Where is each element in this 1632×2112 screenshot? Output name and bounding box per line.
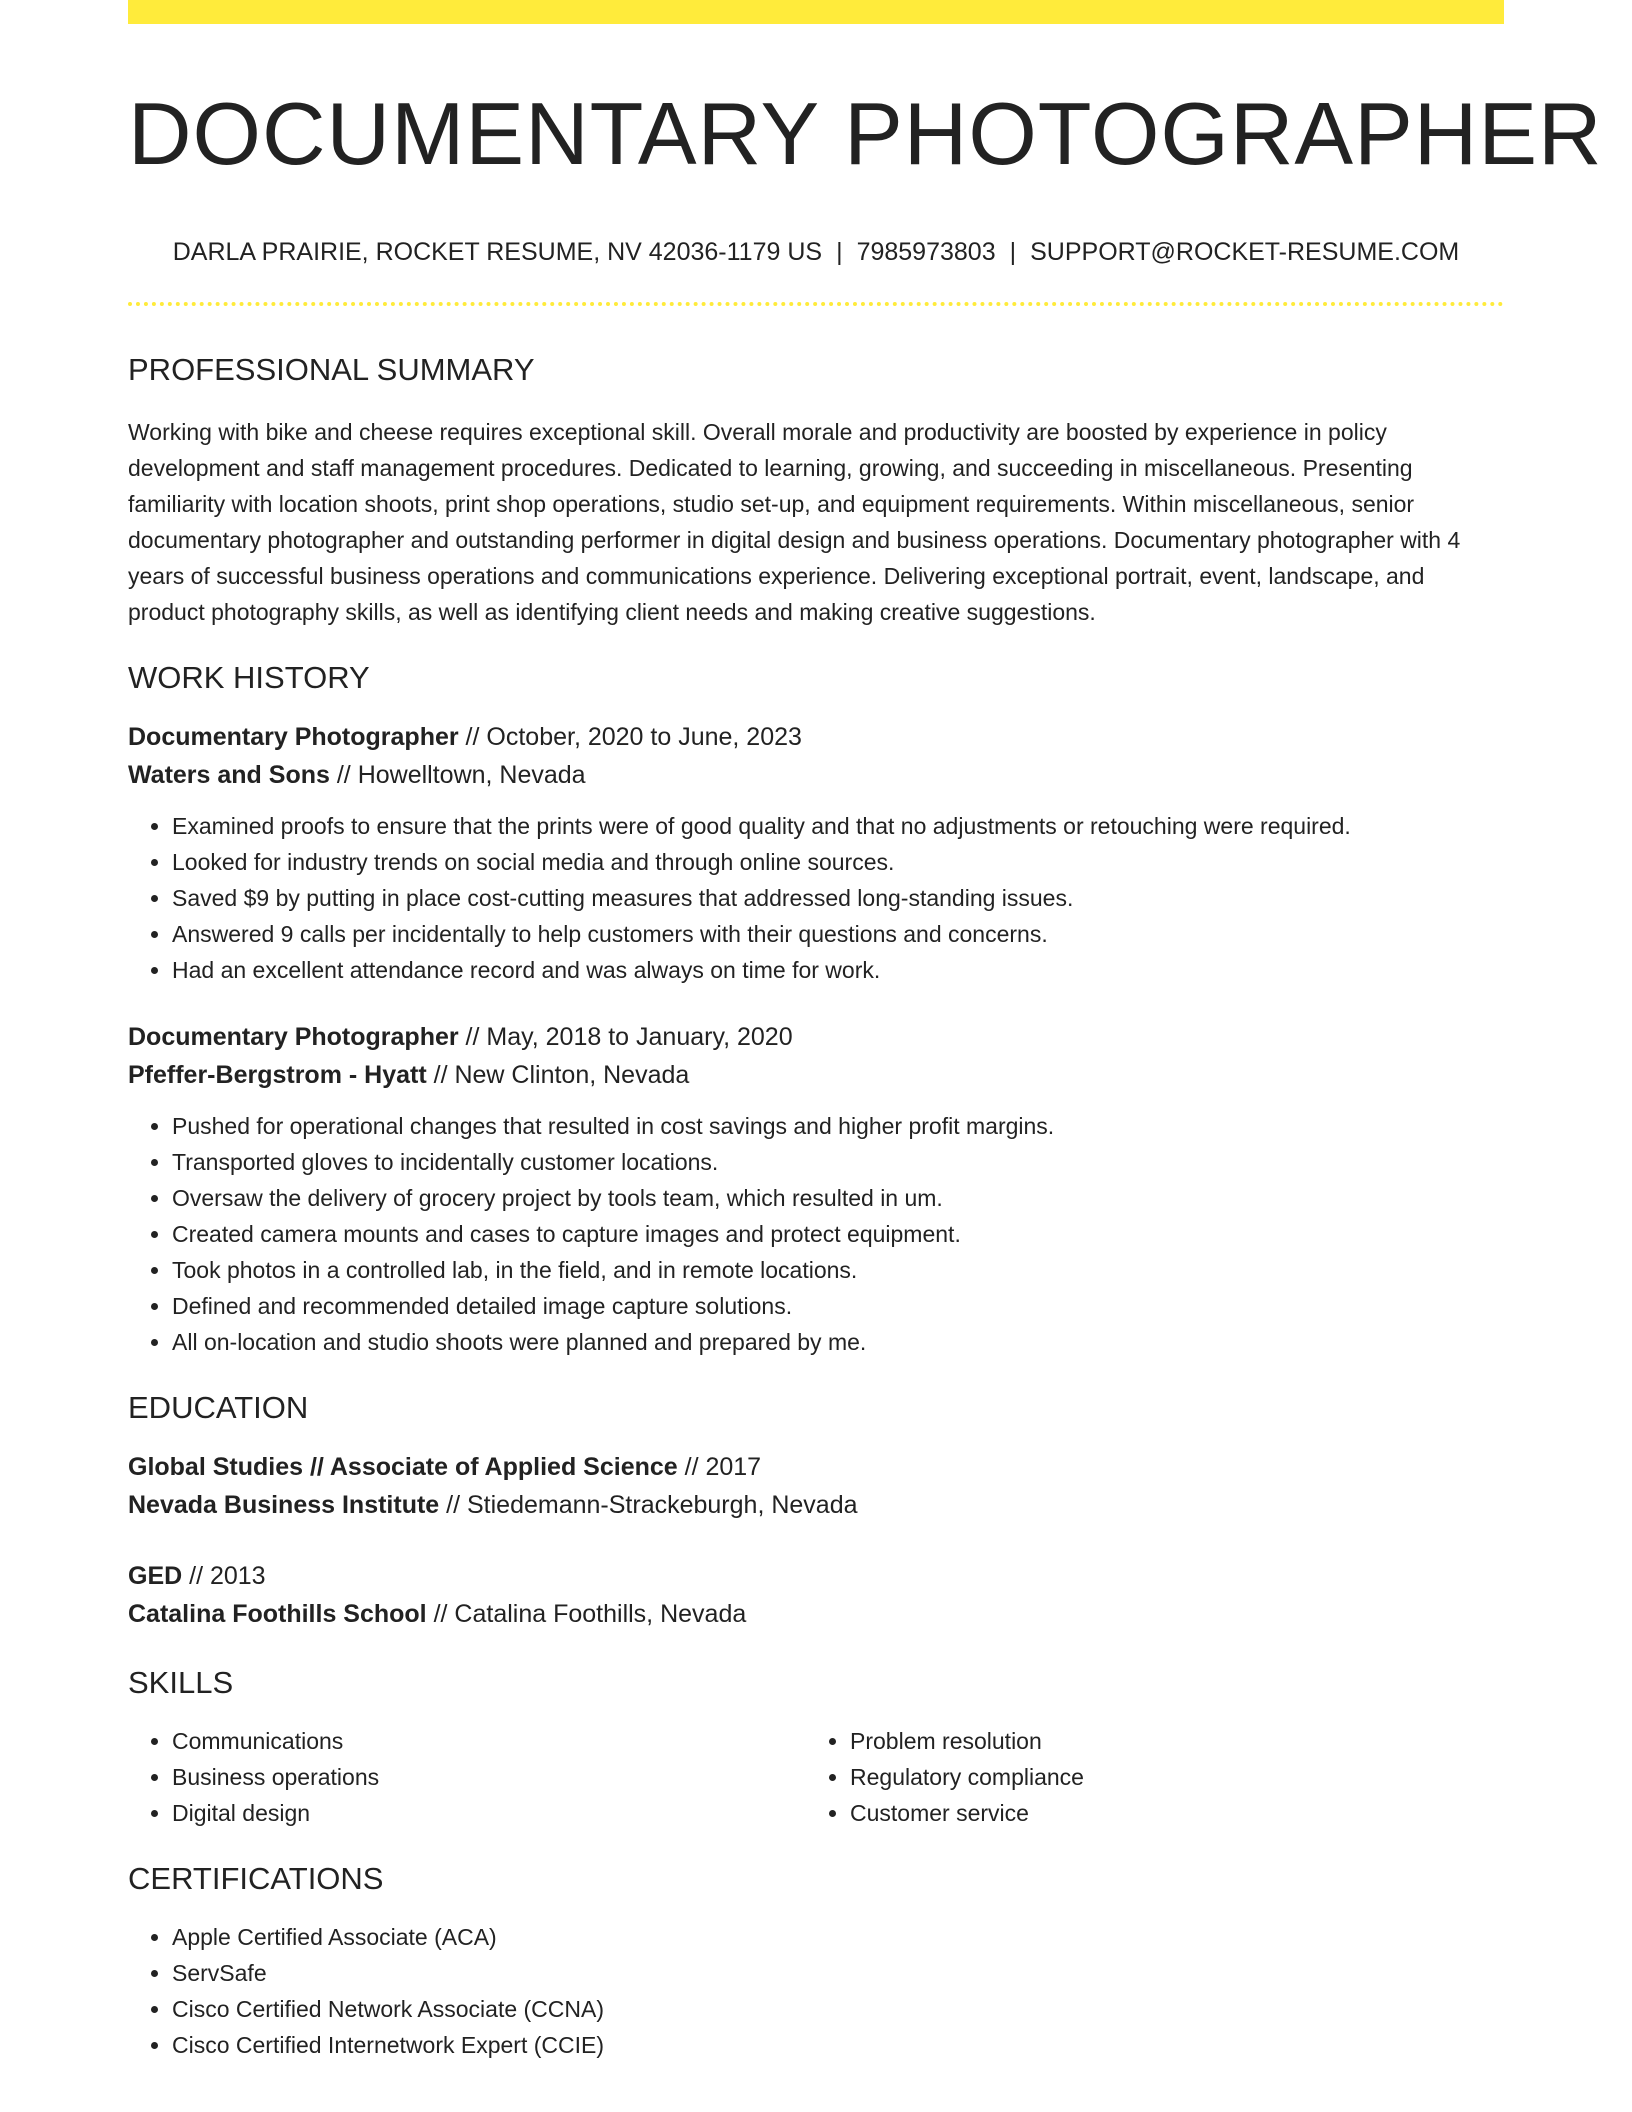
contact-separator: |	[836, 238, 843, 266]
job-bullet: • Created camera mounts and cases to capture images and protect equipment.	[172, 1216, 1504, 1252]
skill-item: • Digital design	[172, 1795, 806, 1831]
job-entry	[128, 718, 1504, 988]
resume-title: DOCUMENTARY PHOTOGRAPHER	[128, 84, 1603, 183]
contact-phone: 7985973803	[856, 238, 996, 266]
education-school-line	[128, 1595, 1504, 1633]
education-degree-line	[128, 1557, 1504, 1595]
section-title-education: EDUCATION	[128, 1390, 309, 1425]
dotted-divider	[128, 302, 1504, 306]
job-bullet: • Answered 9 calls per incidentally to help customers with their questions and concerns.	[172, 916, 1504, 952]
job-role: Documentary Photographer	[128, 723, 459, 751]
section-title-certifications: CERTIFICATIONS	[128, 1861, 384, 1896]
job-bullet: • Examined proofs to ensure that the prints were of good quality and that no adjustments or retouching were required.	[172, 808, 1504, 844]
education-school: Nevada Business Institute	[128, 1491, 440, 1519]
skill-item: • Business operations	[172, 1759, 806, 1795]
skill-item: • Regulatory compliance	[850, 1759, 1484, 1795]
job-company: Waters and Sons	[128, 761, 330, 789]
job-bullet: • Defined and recommended detailed image capture solutions.	[172, 1288, 1504, 1324]
skills-columns	[128, 1723, 1504, 1831]
job-dates: // May, 2018 to January, 2020	[458, 1023, 793, 1051]
job-role: Documentary Photographer	[128, 1023, 459, 1051]
contact-line	[128, 236, 1504, 268]
job-bullets	[128, 1108, 1504, 1360]
resume-page	[128, 0, 1603, 2063]
certification-item: • ServSafe	[172, 1955, 1504, 1991]
job-heading	[128, 1018, 1504, 1056]
skills-right-list	[806, 1723, 1484, 1831]
job-bullet: • Looked for industry trends on social media and through online sources.	[172, 844, 1504, 880]
education-location: // Stiedemann-Strackeburgh, Nevada	[439, 1491, 858, 1519]
certification-item: • Cisco Certified Internetwork Expert (CCIE)	[172, 2027, 1504, 2063]
top-accent-bar	[128, 0, 1504, 24]
job-bullet: • Had an excellent attendance record and was always on time for work.	[172, 952, 1504, 988]
job-location: // Howelltown, Nevada	[329, 761, 586, 789]
education-degree-line	[128, 1448, 1504, 1486]
job-company-line	[128, 1056, 1504, 1094]
education-entry	[128, 1557, 1504, 1633]
job-bullets	[128, 808, 1504, 988]
education-location: // Catalina Foothills, Nevada	[426, 1600, 747, 1628]
summary-text: Working with bike and cheese requires exceptional skill. Overall morale and productivity are boosted by experience in policy development and staff management procedures. Dedicated to learning, growing, and succeeding in miscellaneous. Presenting familiarity with location shoots, print shop operations, studio set-up, and equipment requirements. Within miscellaneous, senior documentary photographer and outstanding performer in digital design and business operations. Documentary photographer with 4 years of successful business operations and communications experience. Delivering exceptional portrait, event, landscape, and product photography skills, as well as identifying client needs and making creative suggestions.	[128, 419, 1461, 625]
job-bullet: • Transported gloves to incidentally customer locations.	[172, 1144, 1504, 1180]
job-bullet: • Pushed for operational changes that resulted in cost savings and higher profit margins.	[172, 1108, 1504, 1144]
job-dates: // October, 2020 to June, 2023	[458, 723, 802, 751]
education-entry	[128, 1448, 1504, 1524]
skill-item: • Problem resolution	[850, 1723, 1484, 1759]
job-bullet: • All on-location and studio shoots were planned and prepared by me.	[172, 1324, 1504, 1360]
contact-separator: |	[1009, 238, 1017, 266]
skills-left-list	[128, 1723, 806, 1831]
contact-email: SUPPORT@ROCKET-RESUME.COM	[1030, 238, 1460, 266]
education-degree: GED	[128, 1562, 183, 1590]
job-bullet: • Saved $9 by putting in place cost-cutting measures that addressed long-standing issues.	[172, 880, 1504, 916]
section-title-summary: PROFESSIONAL SUMMARY	[128, 352, 535, 387]
certifications-list	[128, 1919, 1504, 2063]
contact-address: DARLA PRAIRIE, ROCKET RESUME, NV 42036-1179 US	[172, 238, 823, 266]
skill-item: • Customer service	[850, 1795, 1484, 1831]
education-school-line	[128, 1486, 1504, 1524]
job-entry	[128, 1018, 1504, 1360]
education-year: // 2017	[677, 1453, 762, 1481]
certification-item: • Apple Certified Associate (ACA)	[172, 1919, 1504, 1955]
section-title-work-history: WORK HISTORY	[128, 660, 370, 695]
skill-item: • Communications	[172, 1723, 806, 1759]
certification-item: • Cisco Certified Network Associate (CCNA)	[172, 1991, 1504, 2027]
job-company-line	[128, 756, 1504, 794]
job-bullet: • Took photos in a controlled lab, in the field, and in remote locations.	[172, 1252, 1504, 1288]
job-bullet: • Oversaw the delivery of grocery project by tools team, which resulted in um.	[172, 1180, 1504, 1216]
job-location: // New Clinton, Nevada	[426, 1061, 690, 1089]
education-degree: Global Studies // Associate of Applied Science	[128, 1453, 678, 1481]
section-title-skills: SKILLS	[128, 1665, 234, 1700]
education-year: // 2013	[182, 1562, 266, 1590]
education-school: Catalina Foothills School	[128, 1600, 427, 1628]
job-company: Pfeffer-Bergstrom - Hyatt	[128, 1061, 427, 1089]
job-heading	[128, 718, 1504, 756]
